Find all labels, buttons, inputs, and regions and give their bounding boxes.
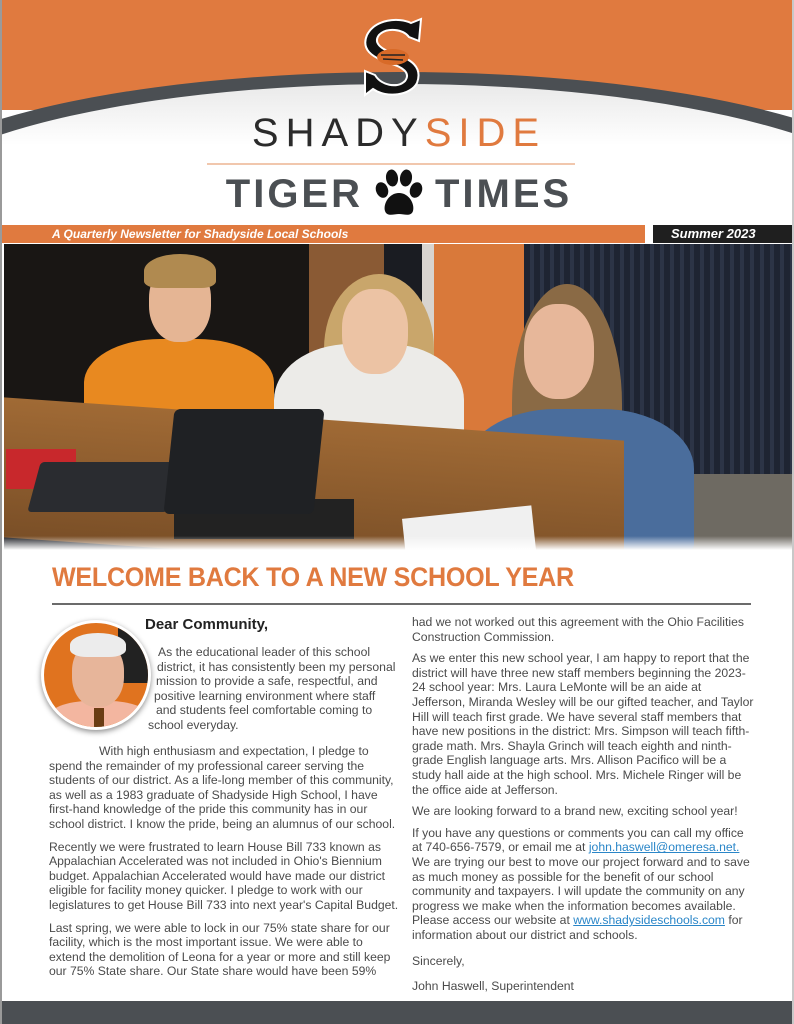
portrait-tie (94, 708, 104, 730)
right-column (412, 615, 757, 1001)
photo-laptop-screen (163, 409, 324, 514)
student-1-hair (144, 254, 216, 288)
contact-text: If you have any questions or comments you can call my office at 740-656-7579, or email me at (412, 825, 744, 855)
photo-fade (4, 536, 794, 550)
students-photo (4, 244, 794, 550)
website-link[interactable]: www.shadysideschools.com (573, 913, 725, 928)
student-2-head (342, 289, 408, 374)
intro-line: As the educational leader of this school (158, 645, 371, 659)
paw-print-icon (373, 168, 425, 220)
intro-line: mission to provide a safe, respectful, and (156, 674, 378, 689)
paragraph-state-share: Last spring, we were able to lock in our 75% state share for our facility, which is the most important issue. We were able to extend the demolition of Leona for a year or more and still keep our 75% State share. Our State share would have been 59% (49, 920, 391, 979)
paragraph-house-bill: Recently we were frustrated to learn House Bill 733 known as Appalachian Accelerated was not included in Ohio's Biennium budget. Appalachian Accelerated would have made our district eligible for facility money quicker. I pledge to work with our legislatures to get House Bill 733 into next year's Capital Budget. (49, 839, 399, 912)
paragraph-pledge: With high enthusiasm and expectation, I pledge to spend the remainder of my professional career serving the students of our district. As a life-long member of this community, as well as a 1983 graduate of Shadyside High School, I have first-hand knowledge of the pride this community has in our school district. I know the pride, being an alumnus of our school. (49, 744, 396, 831)
superintendent-portrait (41, 620, 151, 730)
student-3-head (524, 304, 594, 399)
signature: John Haswell, Superintendent (412, 979, 574, 994)
letter-greeting: Dear Community, (145, 616, 269, 633)
intro-line: positive learning environment where staff (154, 688, 376, 703)
paragraph-staff: As we enter this new school year, I am happy to report that the district will have three new staff members beginning the 2023-24 school year: Mrs. Laura LeMonte will be an aide at Jefferson, Miranda Wesley will be our gifted teacher, and Taylor Hill will teach first grade. We have several staff members that have new positions in the district: Mrs. Simpson will teach fifth-grade math. Mrs. Shayla Grinch will teach eighth and ninth-grade English language arts. Mrs. Allison Pacifico will be a study hall aide at the high school. Mrs. Michele Ringer will be the office aide at Jefferson. (412, 651, 754, 797)
title-divider (207, 163, 575, 165)
title-shady: SHADY (251, 111, 425, 155)
issue-label: Summer 2023 (653, 225, 794, 243)
paragraph-contact (412, 826, 757, 943)
contact-text: for information about our district and schools. (412, 913, 743, 942)
left-column (49, 744, 399, 987)
headline-divider (52, 603, 751, 605)
subtitle-tiger: TIGER (225, 171, 363, 216)
contact-text: We are trying our best to move our project forward and to save as much money as possible for the benefit of our school community and taxpayers. I will update the community on any progress we make when the information becomes available. Please access our website at (412, 854, 750, 928)
photo-closed-laptop (27, 462, 180, 512)
portrait-hair (70, 633, 126, 657)
intro-line: school everyday. (148, 717, 239, 732)
paragraph-looking-forward: We are looking forward to a brand new, exciting school year! (412, 804, 738, 819)
email-link[interactable]: john.haswell@omeresa.net. (588, 840, 740, 855)
masthead-title (2, 110, 794, 156)
tagline: A Quarterly Newsletter for Shadyside Local Schools (2, 225, 645, 243)
masthead (2, 0, 794, 225)
paragraph-continued: had we not worked out this agreement with the Ohio Facilities Construction Commission. (412, 615, 744, 644)
closing: Sincerely, (412, 954, 465, 969)
subtitle-times: TIMES (435, 171, 573, 216)
intro-paragraph (148, 645, 396, 733)
title-side: SIDE (424, 111, 547, 155)
footer-bar (2, 1001, 794, 1024)
masthead-subtitle (2, 168, 794, 220)
intro-line: district, it has consistently been my personal (157, 659, 396, 674)
intro-line: and students feel comfortable coming to (156, 703, 373, 718)
shadyside-s-logo-icon (359, 17, 425, 97)
tagline-banner (2, 225, 794, 243)
article-headline: WELCOME BACK TO A NEW SCHOOL YEAR (52, 562, 574, 592)
